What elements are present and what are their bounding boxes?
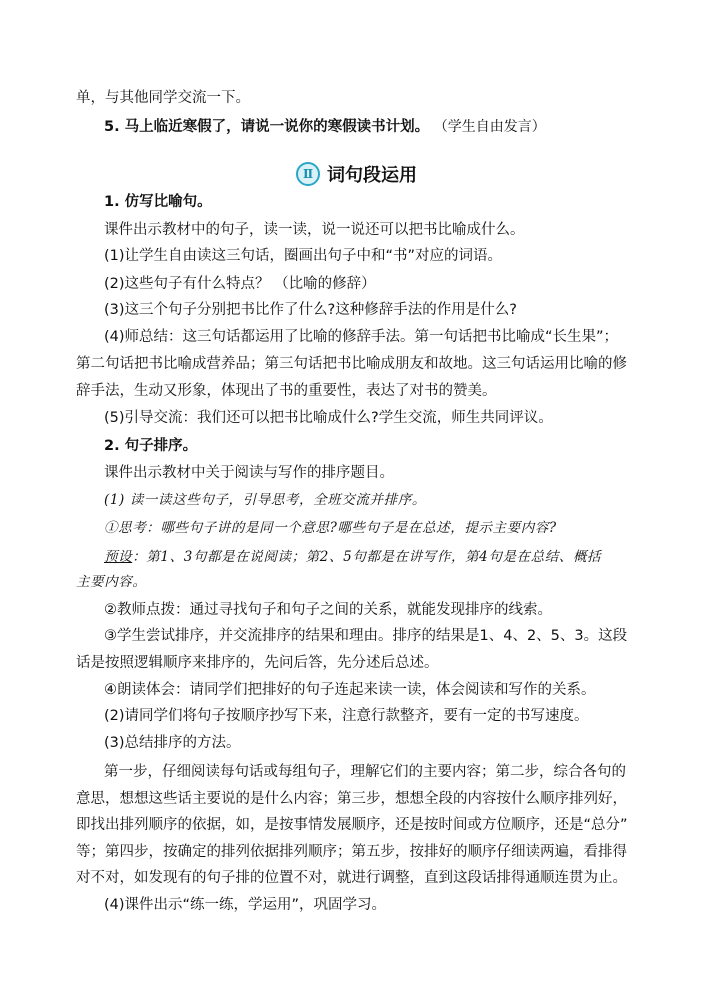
paragraph-line: 第二句话把书比喻成营养品；第三句话把书比喻成朋友和故地。这三句话运用比喻的修 bbox=[76, 356, 627, 372]
paragraph-line: (4)师总结：这三句话都运用了比喻的修辞手法。第一句话把书比喻成“长生果”； bbox=[104, 329, 619, 345]
roman-numeral-badge-icon: Ⅱ bbox=[296, 162, 320, 186]
paragraph-line: 话是按照逻辑顺序来排序的，先问后答，先分述后总述。 bbox=[76, 655, 439, 671]
subsection-title-1: 1. 仿写比喻句。 bbox=[104, 194, 212, 210]
paragraph-line: 课件出示教材中的句子，读一读，说一说还可以把书比喻成什么。 bbox=[104, 222, 525, 238]
paragraph-line: 课件出示教材中关于阅读与写作的排序题目。 bbox=[104, 465, 394, 481]
paragraph-line: (2)请同学们将句子按顺序抄写下来，注意行款整齐，要有一定的书写速度。 bbox=[104, 708, 589, 724]
paragraph-line: 辞手法，生动又形象，体现出了书的重要性，表达了对书的赞美。 bbox=[76, 383, 497, 399]
question-5 bbox=[104, 117, 684, 137]
handwritten-line: 主要内容。 bbox=[76, 574, 147, 590]
preset-label: 预设 bbox=[104, 549, 133, 565]
section-heading bbox=[296, 160, 417, 188]
handwritten-line bbox=[104, 547, 684, 567]
paragraph-line: ④朗读体会：请同学们把排好的句子连起来读一读，体会阅读和写作的关系。 bbox=[104, 682, 596, 698]
question-5-text: 5. 马上临近寒假了，请说一说你的寒假读书计划。 bbox=[104, 119, 430, 135]
paragraph-line: (4)课件出示“练一练，学运用”，巩固学习。 bbox=[104, 897, 387, 913]
paragraph-line: ③学生尝试排序，并交流排序的结果和理由。排序的结果是1、4、2、5、3。这段 bbox=[104, 628, 628, 644]
paragraph-line: 单，与其他同学交流一下。 bbox=[76, 90, 250, 106]
section-title: 词句段运用 bbox=[327, 165, 417, 186]
handwritten-line: ①思考：哪些句子讲的是同一个意思?哪些句子是在总述，提示主要内容? bbox=[104, 520, 557, 536]
paragraph-line: (1)让学生自由读这三句话，圈画出句子中和“书”对应的词语。 bbox=[104, 248, 503, 264]
subsection-title-2: 2. 句子排序。 bbox=[104, 438, 198, 454]
paragraph-line: (3)这三个句子分别把书比作了什么?这种修辞手法的作用是什么? bbox=[104, 302, 517, 318]
paragraph-line: (3)总结排序的方法。 bbox=[104, 735, 241, 751]
paragraph-line: (5)引导交流：我们还可以把书比喻成什么?学生交流，师生共同评议。 bbox=[104, 410, 553, 426]
paragraph-line: 等；第四步，按确定的排列依据排列顺序；第五步，按排好的顺序仔细读两遍，看排得 bbox=[76, 844, 627, 860]
paragraph-line: (2)这些句子有什么特点？ （比喻的修辞） bbox=[104, 276, 376, 292]
handwritten-line: (1) 读一读这些句子，引导思考，全班交流并排序。 bbox=[104, 492, 426, 508]
paragraph-line: 即找出排列顺序的依据，如，是按事情发展顺序，还是按时间或方位顺序，还是“总分” bbox=[76, 817, 628, 833]
paragraph-line: ②教师点拨：通过寻找句子和句子之间的关系，就能发现排序的线索。 bbox=[104, 602, 552, 618]
paragraph-line: 意思，想想这些话主要说的是什么内容；第三步，想想全段的内容按什么顺序排列好， bbox=[76, 791, 627, 807]
preset-text: ：第1、3句都是在说阅读；第2、5句都是在讲写作，第4句是在总结、概括 bbox=[132, 549, 602, 565]
paragraph-line: 第一步，仔细阅读每句话或每组句子，理解它们的主要内容；第二步，综合各句的 bbox=[104, 764, 626, 780]
paragraph-line: 对不对，如发现有的句子排的位置不对，就进行调整，直到这段话排得通顺连贯为止。 bbox=[76, 870, 627, 886]
question-5-answer: （学生自由发言） bbox=[433, 119, 546, 135]
